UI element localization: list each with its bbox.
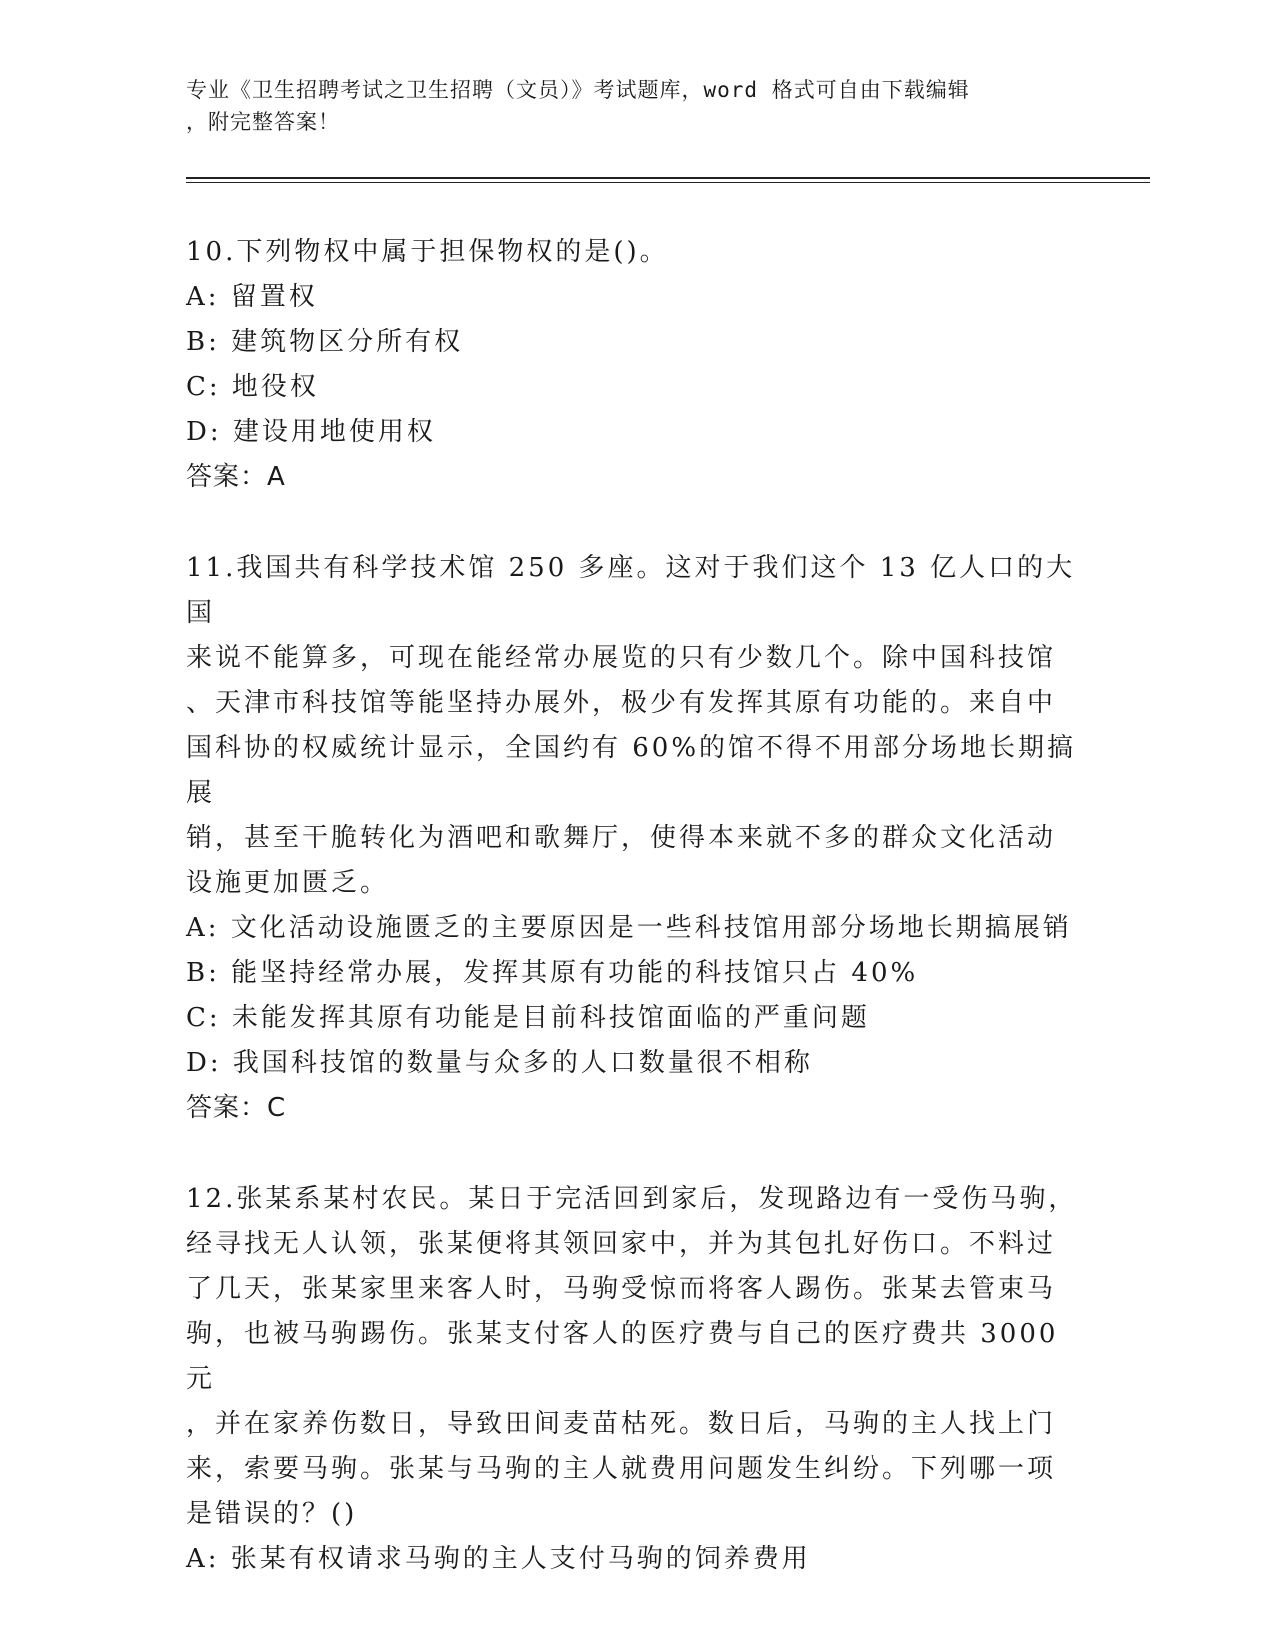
question-text-line: 10.下列物权中属于担保物权的是()。 [186,237,669,267]
option-c: C: 地役权 [186,372,319,402]
question-text-line: 是错误的？() [186,1499,358,1529]
question-text-line: 经寻找无人认领，张某便将其领回家中，并为其包扎好伤口。不料过 [186,1229,1057,1259]
answer-label: 答案：A [186,462,286,492]
question-text-line: 了几天，张某家里来客人时，马驹受惊而将客人踢伤。张某去管束马 [186,1274,1057,1304]
question-text-line: 销，甚至干脆转化为酒吧和歌舞厅，使得本来就不多的群众文化活动 [186,823,1057,853]
option-a: A: 张某有权请求马驹的主人支付马驹的饲养费用 [186,1544,811,1574]
question-list [186,230,1086,1628]
option-d: D: 建设用地使用权 [186,417,436,447]
header-rule-thin [186,182,1150,183]
option-a: A: 留置权 [186,282,318,312]
header-rule-thick [186,177,1150,179]
option-b: B: 能坚持经常办展，发挥其原有功能的科技馆只占 40% [186,958,919,988]
question-text-line: 设施更加匮乏。 [186,868,390,898]
question-text-line: 11.我国共有科学技术馆 250 多座。这对于我们这个 13 亿人口的大国 [186,553,1076,628]
header-line-2: ，附完整答案！ [186,110,340,134]
question-text-line: 来说不能算多，可现在能经常办展览的只有少数几个。除中国科技馆 [186,643,1057,673]
option-c: C: 未能发挥其原有功能是目前科技馆面临的严重问题 [186,1003,870,1033]
answer-label: 答案：C [186,1093,287,1123]
option-d: D: 我国科技馆的数量与众多的人口数量很不相称 [186,1048,813,1078]
question-11 [186,546,1086,1131]
document-header [186,74,1066,138]
question-text-line: 、天津市科技馆等能坚持办展外，极少有发挥其原有功能的。来自中 [186,688,1057,718]
question-12 [186,1177,1086,1582]
question-text-line: 来，索要马驹。张某与马驹的主人就费用问题发生纠纷。下列哪一项 [186,1454,1057,1484]
question-10 [186,230,1086,500]
option-a: A: 文化活动设施匮乏的主要原因是一些科技馆用部分场地长期搞展销 [186,913,1072,943]
question-text-line: 驹，也被马驹踢伤。张某支付客人的医疗费与自己的医疗费共 3000 元 [186,1319,1059,1394]
header-line-1: 专业《卫生招聘考试之卫生招聘（文员）》考试题库，word 格式可自由下载编辑 [186,78,970,102]
question-text-line: 12.张某系某村农民。某日于完活回到家后，发现路边有一受伤马驹， [186,1184,1078,1214]
option-b: B: 建筑物区分所有权 [186,327,464,357]
question-text-line: 国科协的权威统计显示，全国约有 60%的馆不得不用部分场地长期搞展 [186,733,1077,808]
question-text-line: ，并在家养伤数日，导致田间麦苗枯死。数日后，马驹的主人找上门 [186,1409,1057,1439]
